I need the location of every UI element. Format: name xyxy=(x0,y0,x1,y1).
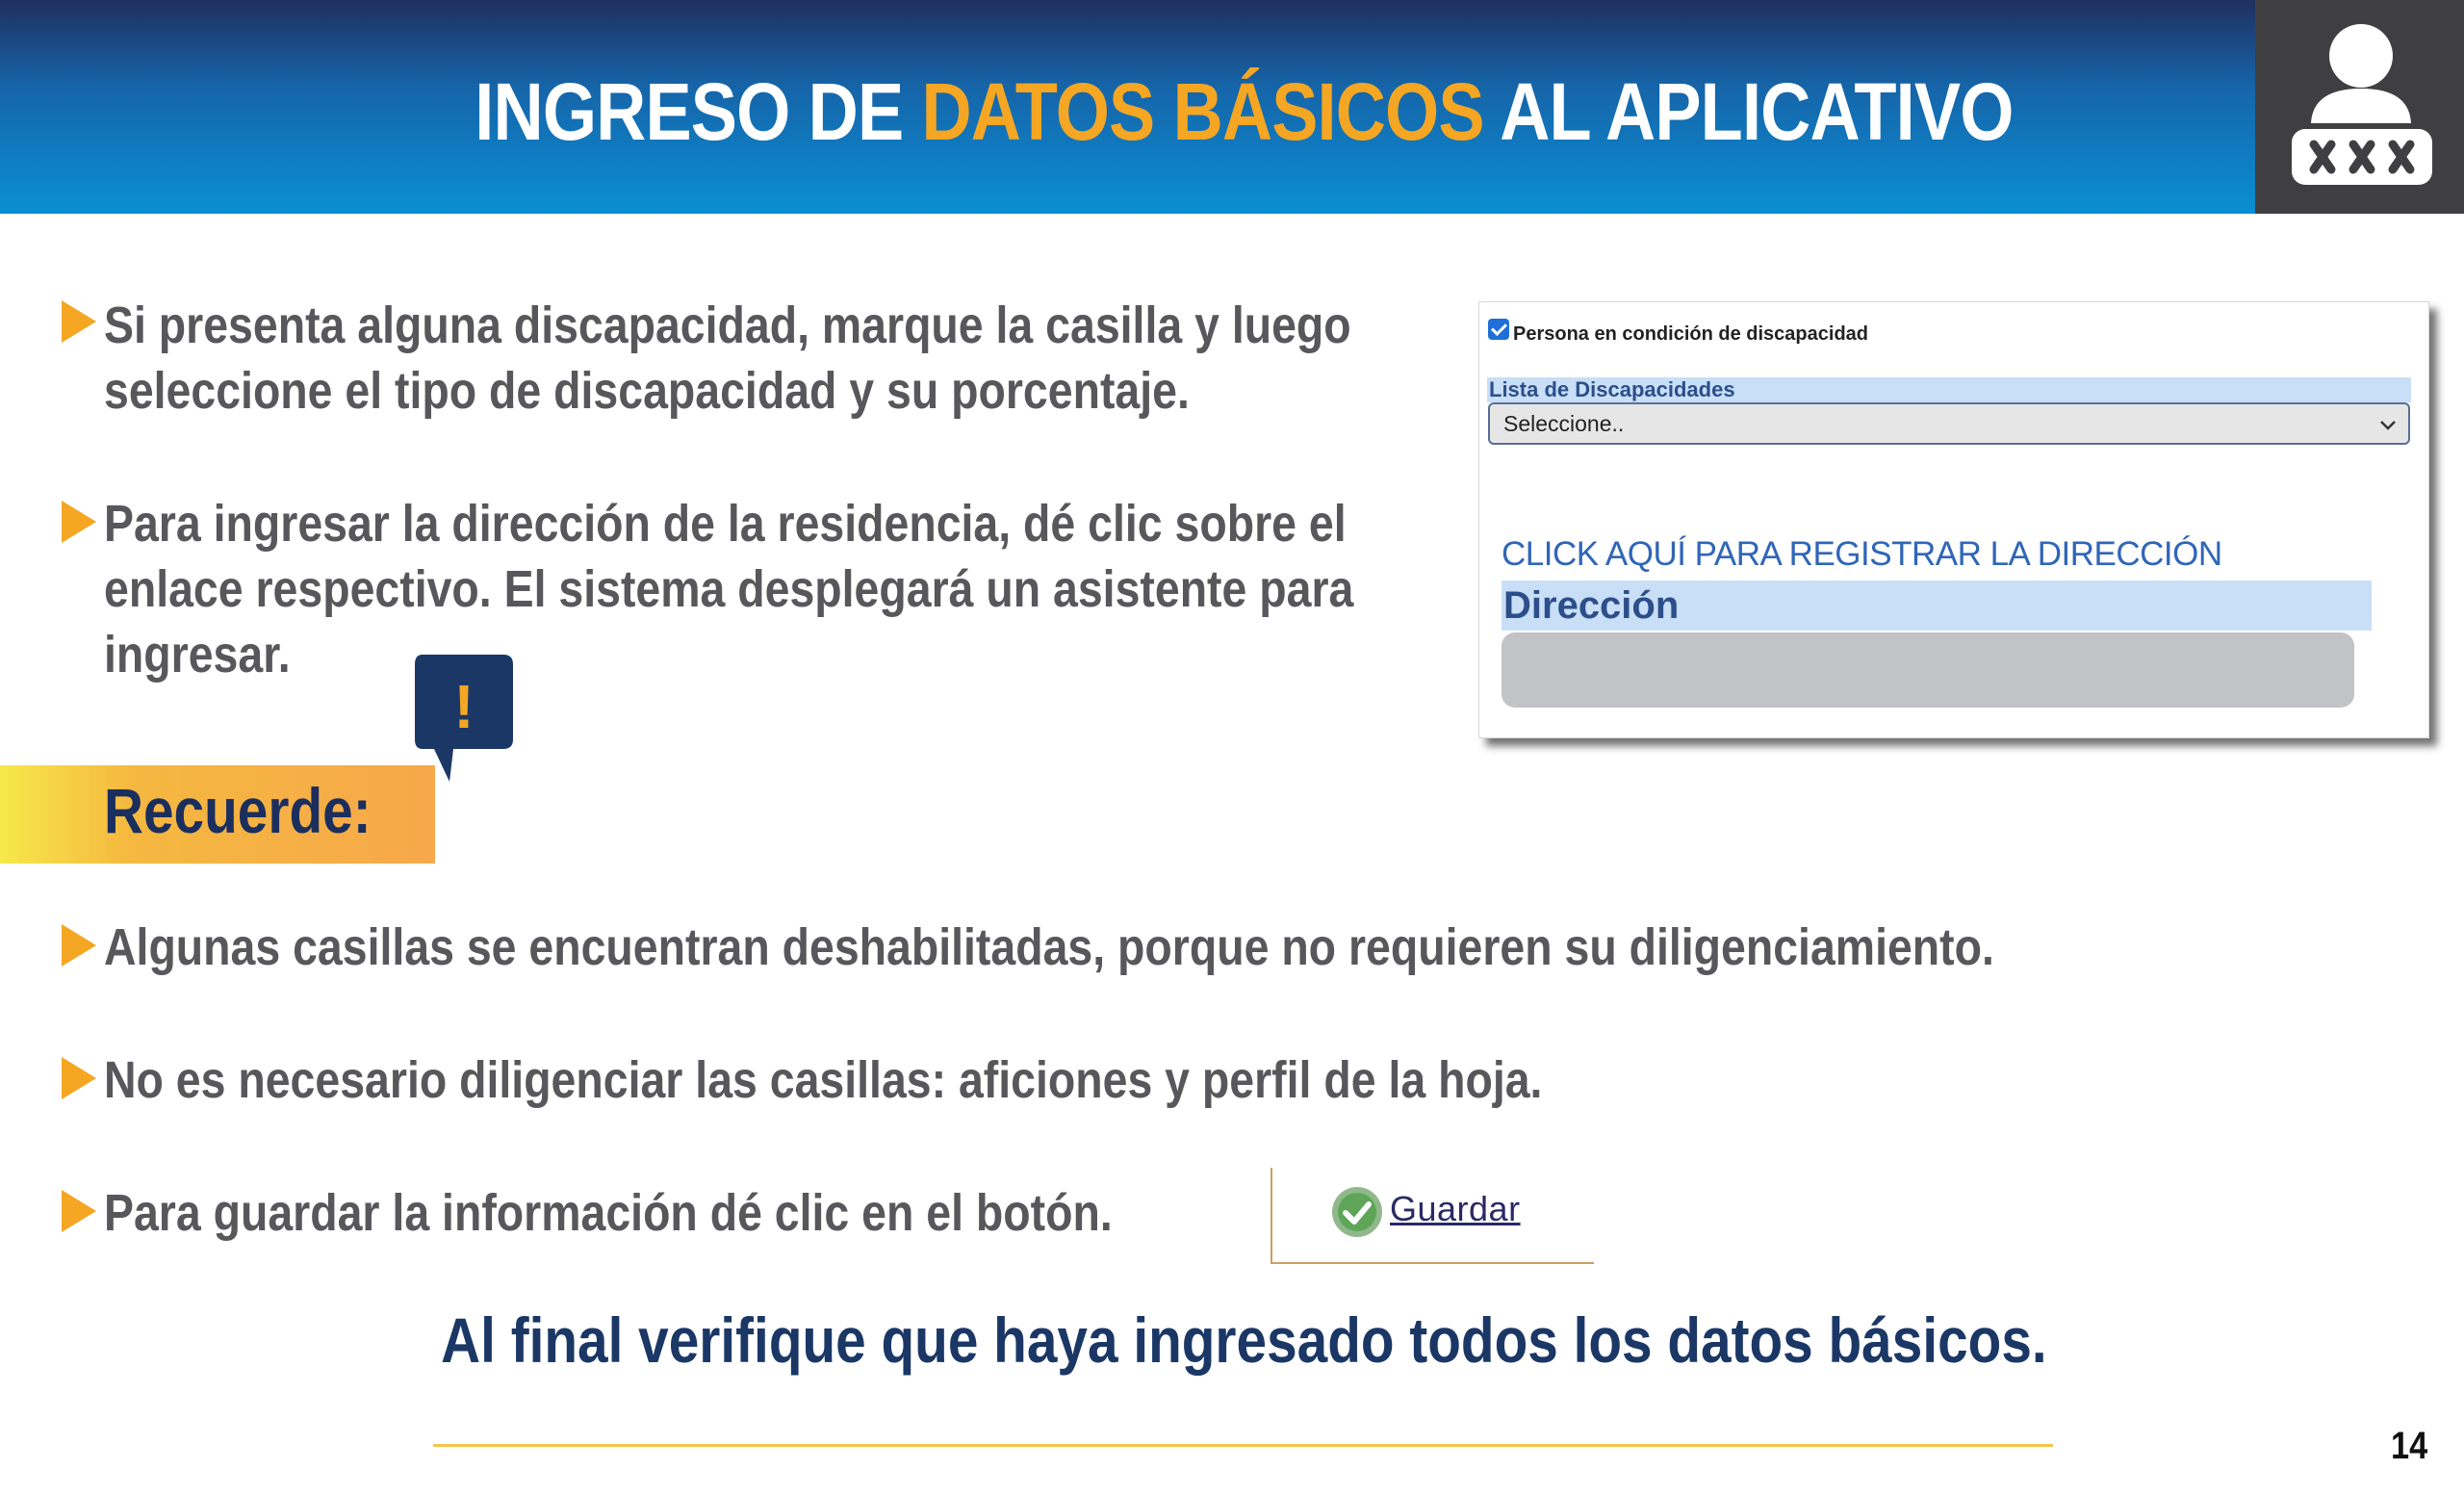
bullet-disability-line1: Si presenta alguna discapacidad, marque la casilla y luego xyxy=(104,297,1351,354)
bullet-optional-fields: No es necesario diligenciar las casillas: aficiones y perfil de la hoja. xyxy=(104,1051,1543,1109)
alert-symbol: ! xyxy=(453,672,475,741)
register-address-link[interactable]: CLICK AQUÍ PARA REGISTRAR LA DIRECCIÓN xyxy=(1502,535,2222,573)
bullet-arrow-icon xyxy=(62,1190,96,1232)
final-note: Al final verifique que haya ingresado todos los datos básicos. xyxy=(441,1304,2047,1376)
bullet-address xyxy=(104,491,1353,687)
page-title xyxy=(174,65,2314,159)
bullet-disabled-fields: Algunas casillas se encuentran deshabilitadas, porque no requieren su diligenciamiento. xyxy=(104,918,1994,976)
bullet-address-line2: enlace respectivo. El sistema desplegará un asistente para xyxy=(104,560,1354,618)
bullet-address-line3: ingresar. xyxy=(104,626,291,684)
reminder-label: Recuerde: xyxy=(104,775,372,846)
divider xyxy=(433,1444,2053,1447)
disability-list-label: Lista de Discapacidades xyxy=(1487,377,2411,402)
bullet-arrow-icon xyxy=(62,501,96,543)
direccion-label: Dirección xyxy=(1502,580,2372,631)
guardar-button-label: Guardar xyxy=(1390,1189,1521,1228)
disability-select-value: Seleccione.. xyxy=(1503,411,1625,436)
header-banner xyxy=(0,0,2255,214)
bullet-disability xyxy=(104,293,1351,424)
bullet-address-line1: Para ingresar la dirección de la residencia, dé clic sobre el xyxy=(104,495,1347,553)
title-part-1: INGRESO DE xyxy=(475,66,922,157)
guardar-button[interactable] xyxy=(1270,1168,1594,1264)
disability-select[interactable] xyxy=(1488,402,2410,445)
chevron-down-icon xyxy=(2377,414,2399,435)
bullet-save: Para guardar la información dé clic en el botón. xyxy=(104,1184,1113,1242)
check-circle-icon xyxy=(1330,1185,1384,1239)
alert-bubble-icon xyxy=(415,655,515,782)
user-restricted-icon xyxy=(2255,0,2464,214)
title-highlight: DATOS BÁSICOS xyxy=(921,66,1484,157)
disability-checkbox-label: Persona en condición de discapacidad xyxy=(1513,323,1868,345)
direccion-field[interactable] xyxy=(1502,632,2354,708)
page-number: 14 xyxy=(2391,1425,2428,1467)
disability-checkbox[interactable] xyxy=(1488,319,1509,340)
bullet-arrow-icon xyxy=(62,1057,96,1099)
bullet-disability-line2: seleccione el tipo de discapacidad y su porcentaje. xyxy=(104,362,1190,420)
bullet-arrow-icon xyxy=(62,300,96,343)
title-part-2: AL APLICATIVO xyxy=(1483,66,2014,157)
bullet-arrow-icon xyxy=(62,924,96,967)
